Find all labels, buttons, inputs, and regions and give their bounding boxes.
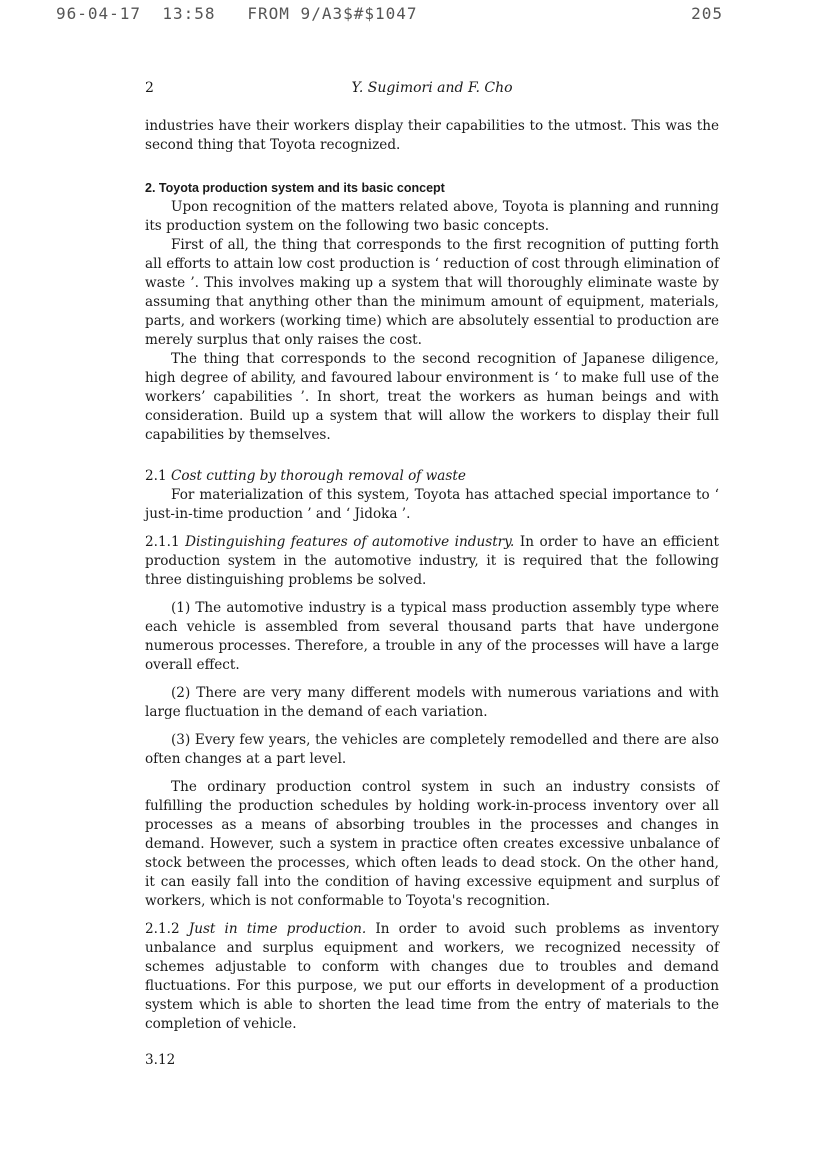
page-body — [145, 117, 719, 1034]
subsection-heading — [145, 467, 719, 486]
list-item: (2) There are very many different models with numerous variations and with large fluctuation in the demand of each variation. — [145, 685, 719, 720]
paragraph: First of all, the thing that corresponds to the first recognition of putting forth all efforts to attain low cost production is ‘ reduction of cost through elimination of waste ’. This involves making up a system that will thoroughly eliminate waste by assuming that anything other than the minimum amount of equipment, materials, parts, and workers (working time) which are absolutely essential to production are merely surplus that only raises the cost. — [145, 237, 719, 348]
subsection-number: 2.1 — [145, 468, 167, 484]
fax-header-timestamp: 96-04-17 13:58 FROM 9/A3$#$1047 — [56, 4, 418, 23]
paragraph: The ordinary production control system in such an industry consists of fulfilling the production schedules by holding work-in-process inventory over all processes as a means of absorbing troubles in the processes and changes in demand. However, such a system in practice often creates excessive unbalance of stock between the processes, which often leads to dead stock. On the other hand, it can easily fall into the condition of having excessive equipment and surplus of workers, which is not conformable to Toyota's recognition. — [145, 779, 719, 909]
paragraph: For materialization of this system, Toyota has attached special importance to ‘ just-in-time production ’ and ‘ Jidoka ’. — [145, 487, 719, 522]
list-item: (3) Every few years, the vehicles are completely remodelled and there are also often changes at a part level. — [145, 732, 719, 767]
subsection-title: Cost cutting by thorough removal of waste — [170, 468, 466, 484]
paragraph: Upon recognition of the matters related above, Toyota is planning and running its production system on the following two basic concepts. — [145, 199, 719, 234]
running-head-authors: Y. Sugimori and F. Cho — [351, 80, 513, 96]
paragraph-text: In order to avoid such problems as inventory unbalance and surplus equipment and workers, we recognized necessity of schemes adjustable to conform with changes due to troubles and demand fluctuations. For this purpose, we put our efforts in development of a production system which is able to shorten the lead time from the entry of materials to the completion of vehicle. — [145, 921, 720, 1032]
running-head — [145, 80, 719, 100]
paragraph-text: In order to have an efficient production system in the automotive industry, it is required that the following three distinguishing problems be solved. — [145, 534, 719, 588]
page-number: 2 — [145, 80, 154, 96]
fax-transmission-header — [56, 4, 723, 26]
paragraph: The thing that corresponds to the second recognition of Japanese diligence, high degree of ability, and favoured labour environment is ‘ to make full use of the workers’ capabilities ’. In short, treat the workers as human beings and with consideration. Build up a system that will allow the workers to display their full capabilities by themselves. — [145, 351, 719, 443]
subsubsection-number: 2.1.1 — [145, 534, 180, 550]
list-item: (1) The automotive industry is a typical mass production assembly type where each vehicle is assembled from several thousand parts that have undergone numerous processes. Therefore, a trouble in any of the processes will have a large overall effect. — [145, 600, 719, 673]
subsubsection-title: Just in time production. — [188, 921, 367, 937]
subsubsection-title: Distinguishing features of automotive industry. — [185, 534, 515, 550]
fax-page-number: 205 — [691, 4, 723, 23]
paragraph — [145, 533, 719, 590]
section-heading: 2. Toyota production system and its basic concept — [145, 181, 445, 195]
paragraph: industries have their workers display their capabilities to the utmost. This was the second thing that Toyota recognized. — [145, 118, 719, 153]
subsubsection-number: 2.1.2 — [145, 921, 180, 937]
page-footer-code: 3.12 — [145, 1052, 176, 1068]
paragraph — [145, 920, 719, 1034]
